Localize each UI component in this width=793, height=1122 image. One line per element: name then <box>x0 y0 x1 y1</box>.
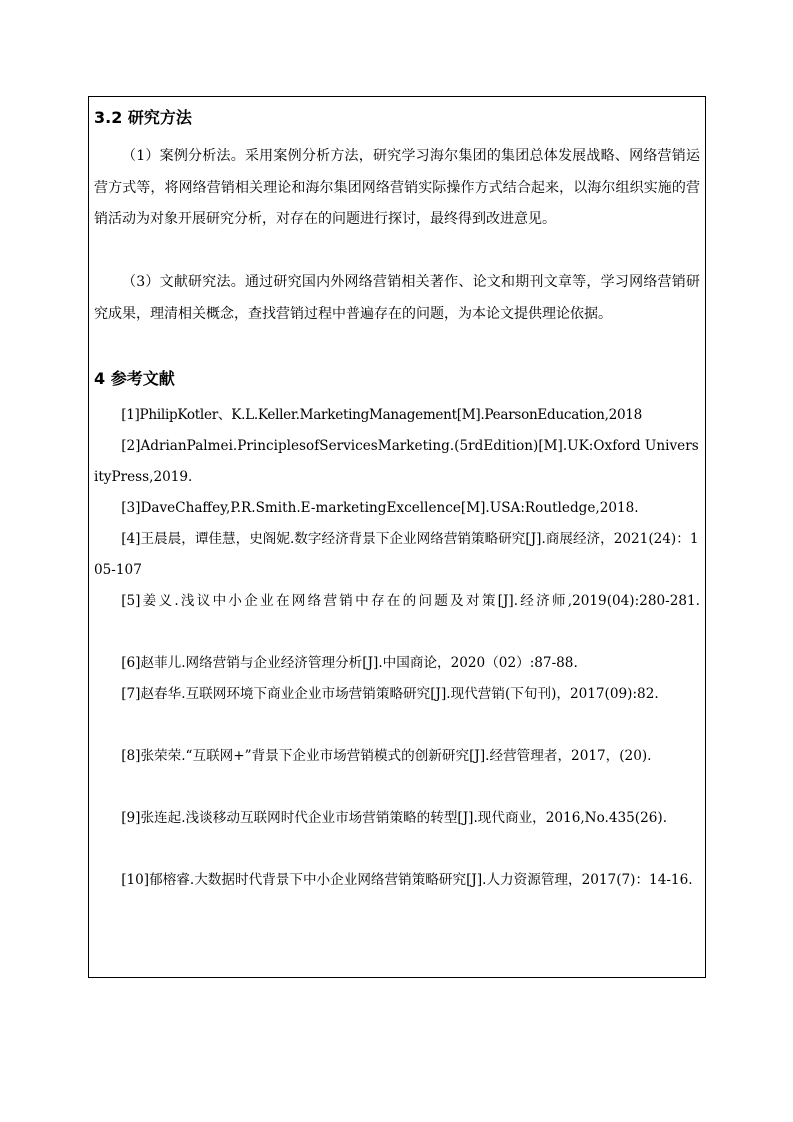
reference-10: [10]郁榕睿.大数据时代背景下中小企业网络营销策略研究[J].人力资源管理，2017(7)：14-16. <box>121 872 693 888</box>
paragraph-case-analysis: （1）案例分析法。采用案例分析方法，研究学习海尔集团的集团总体发展战略、网络营销运营方式等，将网络营销相关理论和海尔集团网络营销实际操作方式结合起来，以海尔组织实施的营销活动为对象开展研究分析，对存在的问题进行探讨，最终得到改进意见。 <box>94 148 700 227</box>
section-heading-references: 4 参考文献 <box>94 369 175 388</box>
reference-5: [5]姜义.浅议中小企业在网络营销中存在的问题及对策[J].经济师,2019(04):280-281. <box>121 593 700 609</box>
reference-4: [4]王晨晨，谭佳慧，史阁妮.数字经济背景下企业网络营销策略研究[J].商展经济，2021(24)：105-107 <box>94 531 699 578</box>
reference-6: [6]赵菲儿.网络营销与企业经济管理分析[J].中国商论，2020（02）:87-88. <box>121 655 578 671</box>
reference-3: [3]DaveChaffey,P.R.Smith.E-marketingExcellence[M].USA:Routledge,2018. <box>121 500 639 516</box>
section-heading-research-methods: 3.2 研究方法 <box>94 108 192 127</box>
reference-8: [8]张荣荣.“互联网+”背景下企业市场营销模式的创新研究[J].经营管理者，2017，(20). <box>121 748 652 764</box>
document-frame <box>88 96 706 978</box>
reference-9: [9]张连起.浅谈移动互联网时代企业市场营销策略的转型[J].现代商业，2016,No.435(26). <box>121 810 668 826</box>
paragraph-literature-research: （3）文献研究法。通过研究国内外网络营销相关著作、论文和期刊文章等，学习网络营销研究成果，理清相关概念，查找营销过程中普遍存在的问题，为本论文提供理论依据。 <box>94 274 700 322</box>
reference-2: [2]AdrianPalmei.PrinciplesofServicesMarketing.(5rdEdition)[M].UK:Oxford UniversityPress,2019. <box>94 438 699 485</box>
reference-1: [1]PhilipKotler、K.L.Keller.MarketingManagement[M].PearsonEducation,2018 <box>121 407 642 423</box>
reference-7: [7]赵春华.互联网环境下商业企业市场营销策略研究[J].现代营销(下旬刊)，2017(09):82. <box>121 686 659 702</box>
